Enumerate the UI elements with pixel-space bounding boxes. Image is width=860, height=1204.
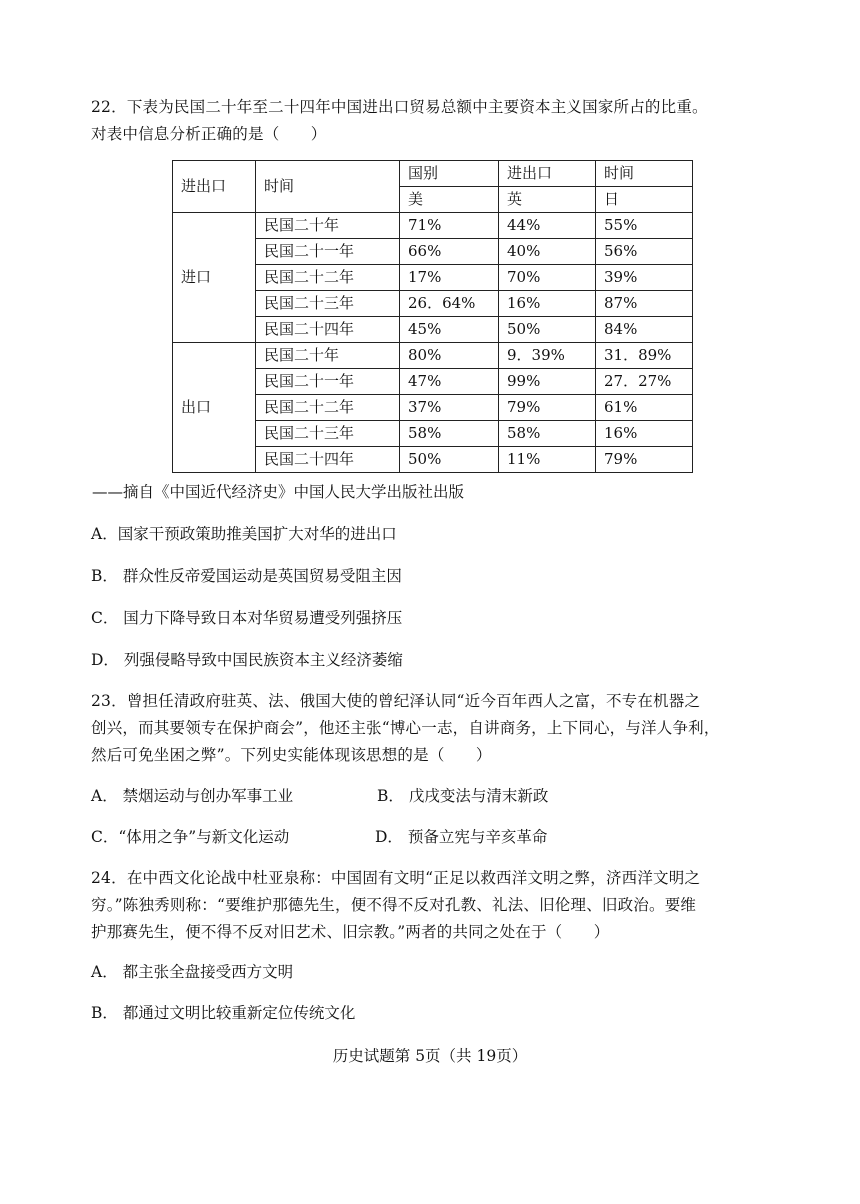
cell-usa: 26．64% (400, 291, 499, 317)
q22-option-b[interactable]: B． 群众性反帝爱国运动是英国贸易受阻主因 (91, 567, 402, 585)
cell-japan: 39% (596, 265, 693, 291)
cell-year: 民国二十四年 (256, 317, 400, 343)
q23-options-row-2 (91, 826, 548, 848)
q23-option-b[interactable]: B． 戊戌变法与清末新政 (377, 787, 549, 805)
cell-japan: 16% (596, 421, 693, 447)
cell-year: 民国二十四年 (256, 447, 400, 473)
q22-stem-line-2: 对表中信息分析正确的是（ ） (91, 125, 327, 143)
group-label: 出口 (173, 343, 256, 473)
trade-share-table (172, 160, 693, 473)
header-japan: 日 (596, 187, 693, 213)
cell-year: 民国二十三年 (256, 421, 400, 447)
cell-year: 民国二十一年 (256, 369, 400, 395)
header-top-3: 时间 (596, 161, 693, 187)
cell-japan: 27．27% (596, 369, 693, 395)
cell-uk: 40% (499, 239, 596, 265)
cell-usa: 80% (400, 343, 499, 369)
q23-option-c[interactable]: C．“体用之争”与新文化运动 (91, 828, 290, 846)
cell-year: 民国二十三年 (256, 291, 400, 317)
table-row (173, 213, 693, 239)
cell-uk: 79% (499, 395, 596, 421)
q23-stem-line-2: 创兴，而其要领专在保护商会”，他还主张“博心一志，自讲商务，上下同心，与洋人争利， (91, 719, 720, 737)
q23-options-row-1 (91, 785, 549, 807)
table-row (173, 343, 693, 369)
cell-japan: 56% (596, 239, 693, 265)
table-header-row (173, 161, 693, 187)
q22-source: ——摘自《中国近代经济史》中国人民大学出版社出版 (92, 483, 465, 501)
header-uk: 英 (499, 187, 596, 213)
q22-option-a[interactable]: A．国家干预政策助推美国扩大对华的进出口 (91, 525, 397, 543)
cell-uk: 16% (499, 291, 596, 317)
cell-usa: 45% (400, 317, 499, 343)
q24-stem-line-3: 护那赛先生，便不得不反对旧艺术、旧宗教。”两者的共同之处在于（ ） (91, 923, 610, 941)
cell-usa: 50% (400, 447, 499, 473)
q24-stem-line-2: 穷。”陈独秀则称：“要维护那德先生，便不得不反对孔教、礼法、旧伦理、旧政治。要维 (91, 896, 697, 914)
q22-option-c[interactable]: C． 国力下降导致日本对华贸易遭受列强挤压 (91, 609, 403, 627)
cell-year: 民国二十二年 (256, 395, 400, 421)
q23-option-d[interactable]: D． 预备立宪与辛亥革命 (375, 828, 548, 846)
cell-japan: 61% (596, 395, 693, 421)
header-import-export: 进出口 (173, 161, 256, 213)
cell-usa: 17% (400, 265, 499, 291)
cell-japan: 84% (596, 317, 693, 343)
cell-year: 民国二十一年 (256, 239, 400, 265)
cell-uk: 11% (499, 447, 596, 473)
header-usa: 美 (400, 187, 499, 213)
q23-stem-line-1: 23．曾担任清政府驻英、法、俄国大使的曾纪泽认同“近今百年西人之富，不专在机器之 (91, 692, 701, 710)
cell-uk: 9．39% (499, 343, 596, 369)
cell-uk: 99% (499, 369, 596, 395)
cell-usa: 58% (400, 421, 499, 447)
cell-year: 民国二十年 (256, 213, 400, 239)
cell-year: 民国二十二年 (256, 265, 400, 291)
cell-usa: 37% (400, 395, 499, 421)
cell-uk: 70% (499, 265, 596, 291)
q24-option-a[interactable]: A． 都主张全盘接受西方文明 (91, 963, 294, 981)
header-top-2: 进出口 (499, 161, 596, 187)
q22-stem-line-1: 22．下表为民国二十年至二十四年中国进出口贸易总额中主要资本主义国家所占的比重。 (91, 98, 708, 116)
cell-usa: 66% (400, 239, 499, 265)
q23-stem-line-3: 然后可免坐困之弊”。下列史实能体现该思想的是（ ） (91, 746, 492, 764)
q24-stem-line-1: 24．在中西文化论战中杜亚泉称：中国固有文明“正足以救西洋文明之弊，济西洋文明之 (91, 869, 701, 887)
header-time: 时间 (256, 161, 400, 213)
cell-japan: 87% (596, 291, 693, 317)
group-label: 进口 (173, 213, 256, 343)
cell-uk: 44% (499, 213, 596, 239)
q23-option-a[interactable]: A． 禁烟运动与创办军事工业 (91, 787, 294, 805)
cell-usa: 47% (400, 369, 499, 395)
q22-option-d[interactable]: D． 列强侵略导致中国民族资本主义经济萎缩 (91, 651, 403, 669)
cell-year: 民国二十年 (256, 343, 400, 369)
page-footer: 历史试题第 5页（共 19页） (332, 1047, 528, 1065)
header-top-1: 国别 (400, 161, 499, 187)
cell-uk: 58% (499, 421, 596, 447)
cell-japan: 31．89% (596, 343, 693, 369)
cell-usa: 71% (400, 213, 499, 239)
cell-japan: 79% (596, 447, 693, 473)
cell-uk: 50% (499, 317, 596, 343)
cell-japan: 55% (596, 213, 693, 239)
q24-option-b[interactable]: B． 都通过文明比较重新定位传统文化 (91, 1004, 356, 1022)
